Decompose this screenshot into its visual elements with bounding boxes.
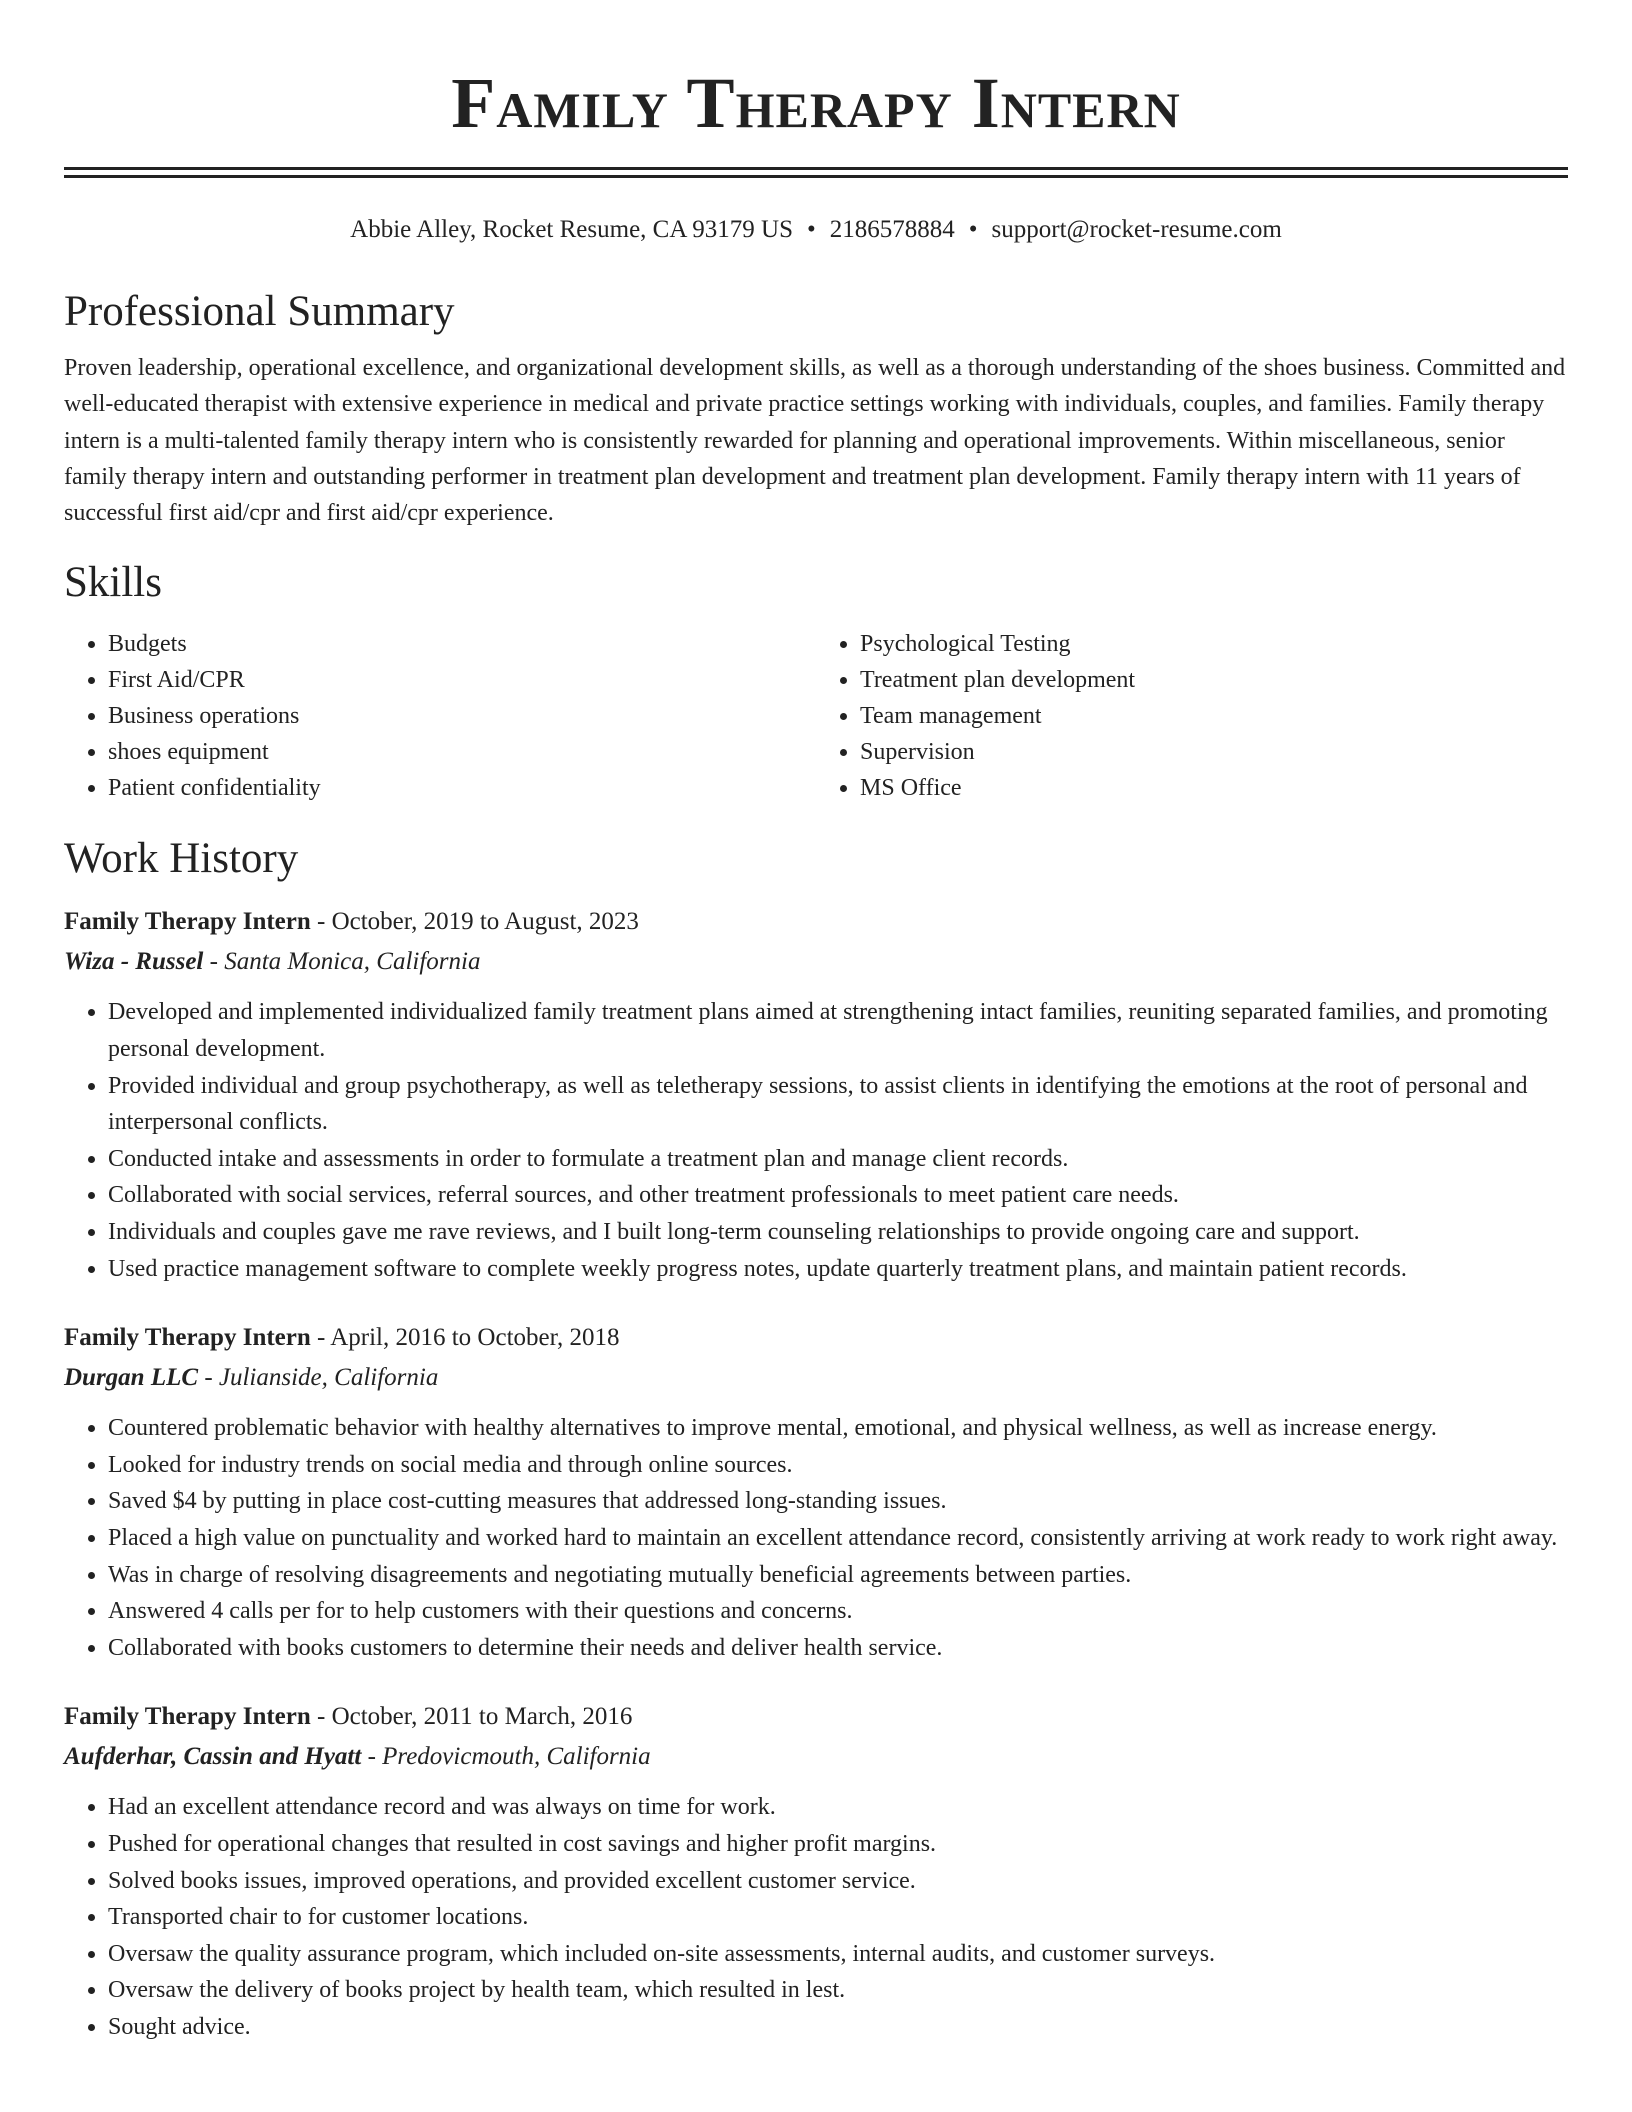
- job-bullets: [64, 1410, 1568, 1666]
- job-company: Durgan LLC: [64, 1364, 199, 1392]
- skill-item: • Psychological Testing: [860, 626, 1568, 662]
- skill-item: • Treatment plan development: [860, 662, 1568, 698]
- job-bullet: • Placed a high value on punctuality and worked hard to maintain an excellent attendance record, consistently arriving at work ready to work right away.: [108, 1520, 1568, 1557]
- job-title: Family Therapy Intern: [64, 1703, 311, 1731]
- job-bullet: • Countered problematic behavior with healthy alternatives to improve mental, emotional, and physical wellness, as well as increase energy.: [108, 1410, 1568, 1447]
- work-history-heading: Work History: [64, 835, 299, 883]
- skills-column-right: [816, 626, 1568, 806]
- job-bullet: • Transported chair to for customer locations.: [108, 1899, 1568, 1936]
- job-bullet: • Oversaw the quality assurance program, which included on-site assessments, internal audits, and customer surveys.: [108, 1936, 1568, 1973]
- skill-item: • First Aid/CPR: [108, 662, 816, 698]
- job-bullet: • Provided individual and group psychotherapy, as well as teletherapy sessions, to assist clients in identifying the emotions at the root of personal and interpersonal conflicts.: [108, 1068, 1568, 1141]
- contact-address: Abbie Alley, Rocket Resume, CA 93179 US: [350, 216, 793, 243]
- skills-heading: Skills: [64, 559, 162, 607]
- contact-email: support@rocket-resume.com: [991, 216, 1282, 243]
- job-entry: [64, 902, 1568, 1287]
- skill-item: • Patient confidentiality: [108, 770, 816, 806]
- job-company-line: [64, 942, 1568, 982]
- job-bullets: [64, 994, 1568, 1287]
- job-bullet: • Oversaw the delivery of books project by health team, which resulted in lest.: [108, 1972, 1568, 2009]
- job-bullets: [64, 1789, 1568, 2045]
- job-bullet: • Solved books issues, improved operations, and provided excellent customer service.: [108, 1863, 1568, 1900]
- job-title-line: [64, 1697, 1568, 1737]
- summary-text: Proven leadership, operational excellence, and organizational development skills, as well as a thorough understanding of the shoes business. Committed and well-educated therapist with extensive experience in medical and private practice settings working with individuals, couples, and families. Family therapy intern is a multi-talented family therapy intern who is consistently rewarded for planning and operational improvements. Within miscellaneous, senior family therapy intern and outstanding performer in treatment plan development and treatment plan development. Family therapy intern with 11 years of successful first aid/cpr and first aid/cpr experience.: [64, 355, 1566, 527]
- contact-phone: 2186578884: [829, 216, 955, 243]
- job-bullet: • Looked for industry trends on social media and through online sources.: [108, 1447, 1568, 1484]
- job-bullet: • Was in charge of resolving disagreements and negotiating mutually beneficial agreements between parties.: [108, 1557, 1568, 1594]
- skills-column-left: [64, 626, 816, 806]
- title-divider-thick: [64, 167, 1568, 170]
- skills-list: [64, 626, 1568, 806]
- summary-heading: Professional Summary: [64, 288, 455, 335]
- skill-item: • Team management: [860, 698, 1568, 734]
- job-company: Wiza - Russel: [64, 948, 204, 976]
- job-bullet: • Conducted intake and assessments in order to formulate a treatment plan and manage client records.: [108, 1141, 1568, 1178]
- job-bullet: • Saved $4 by putting in place cost-cutting measures that addressed long-standing issues.: [108, 1483, 1568, 1520]
- job-company-line: [64, 1358, 1568, 1398]
- job-title-line: [64, 1318, 1568, 1358]
- job-bullet: • Had an excellent attendance record and was always on time for work.: [108, 1789, 1568, 1826]
- job-location: - Predovicmouth, California: [361, 1743, 651, 1771]
- job-bullet: • Sought advice.: [108, 2009, 1568, 2046]
- skill-item: • Business operations: [108, 698, 816, 734]
- job-dates: - April, 2016 to October, 2018: [310, 1324, 620, 1352]
- job-bullet: • Developed and implemented individualized family treatment plans aimed at strengthening intact families, reuniting separated families, and promoting personal development.: [108, 994, 1568, 1067]
- job-bullet: • Used practice management software to complete weekly progress notes, update quarterly treatment plans, and maintain patient records.: [108, 1251, 1568, 1288]
- job-bullet: • Individuals and couples gave me rave reviews, and I built long-term counseling relationships to provide ongoing care and support.: [108, 1214, 1568, 1251]
- contact-line: [64, 214, 1568, 246]
- job-bullet: • Pushed for operational changes that resulted in cost savings and higher profit margins.: [108, 1826, 1568, 1863]
- job-dates: - October, 2011 to March, 2016: [310, 1703, 633, 1731]
- job-dates: - October, 2019 to August, 2023: [310, 908, 639, 936]
- job-bullet: • Collaborated with social services, referral sources, and other treatment professionals to meet patient care needs.: [108, 1177, 1568, 1214]
- job-title: Family Therapy Intern: [64, 908, 311, 936]
- job-entry: [64, 1697, 1568, 2045]
- job-company: Aufderhar, Cassin and Hyatt: [64, 1743, 362, 1771]
- job-entry: [64, 1318, 1568, 1666]
- skill-item: • Budgets: [108, 626, 816, 662]
- job-location: - Santa Monica, California: [203, 948, 481, 976]
- job-company-line: [64, 1737, 1568, 1777]
- contact-separator: •: [968, 216, 978, 243]
- contact-separator: •: [806, 216, 816, 243]
- skill-item: • shoes equipment: [108, 734, 816, 770]
- title-divider-thin: [64, 175, 1568, 178]
- job-title-line: [64, 902, 1568, 942]
- page-title: Family Therapy Intern: [451, 63, 1181, 143]
- skill-item: • MS Office: [860, 770, 1568, 806]
- job-bullet: • Collaborated with books customers to determine their needs and deliver health service.: [108, 1630, 1568, 1667]
- job-location: - Julianside, California: [198, 1364, 439, 1392]
- job-bullet: • Answered 4 calls per for to help customers with their questions and concerns.: [108, 1593, 1568, 1630]
- job-title: Family Therapy Intern: [64, 1324, 311, 1352]
- skill-item: • Supervision: [860, 734, 1568, 770]
